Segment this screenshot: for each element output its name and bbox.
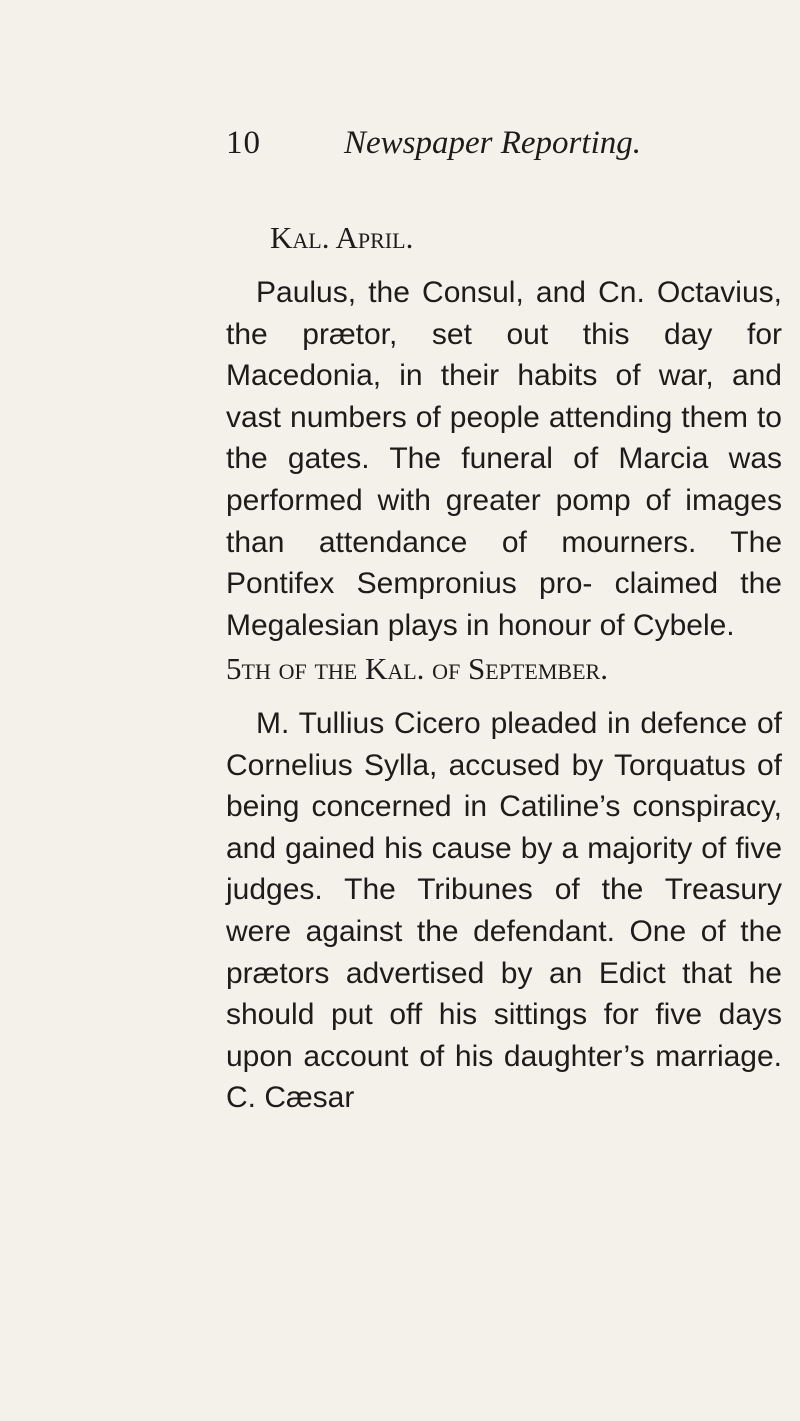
section-paragraph-kal-september: M. Tullius Cicero pleaded in defence of Cornelius Sylla, accused by Torquatus of being concerned in Catiline’s conspiracy, and gained his cause by a majority of five judges. The Tribunes of the Treasury were against the defendant. One of the prætors advertised by an Edict that he should put off his sittings for five days upon account of his daughter’s marriage. C. Cæsar	[226, 707, 782, 1115]
running-head	[226, 118, 706, 168]
page-number: 10	[226, 125, 261, 161]
running-title: Newspaper Reporting.	[344, 125, 641, 161]
section-paragraph-kal-april: Paulus, the Consul, and Cn. Octavius, the prætor, set out this day for Macedonia, in their habits of war, and vast numbers of people attending them to the gates. The funeral of Marcia was performed with greater pomp of images than attendance of mourners. The Pontifex Sempronius pro- claimed the Megalesian plays in honour of Cybele.	[226, 276, 782, 642]
section-heading-kal-september: 5th of the Kal. of September.	[226, 651, 608, 686]
section-heading-kal-april: Kal. April.	[270, 220, 414, 255]
